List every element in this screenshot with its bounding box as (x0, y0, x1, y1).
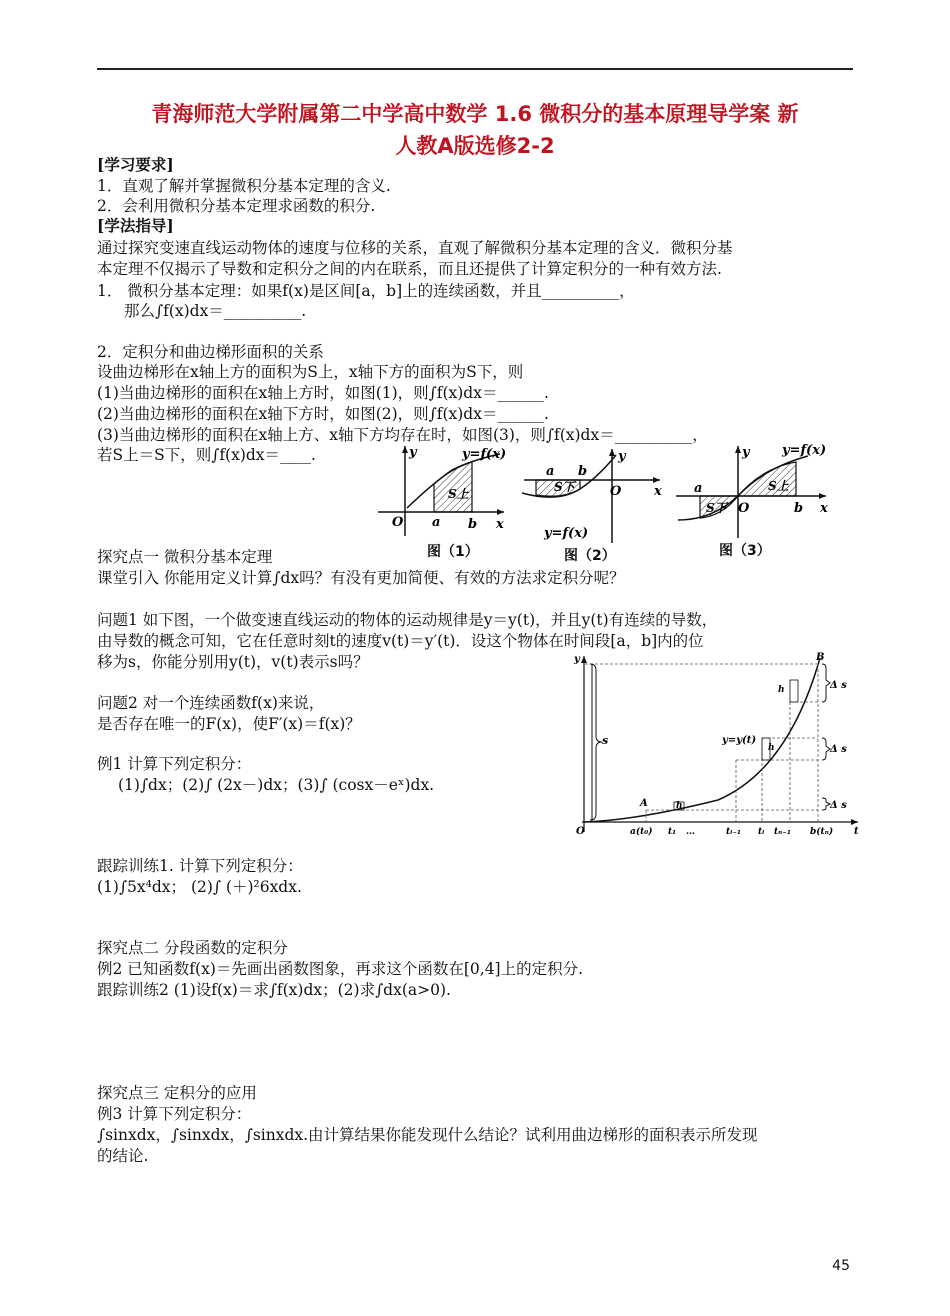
displacement-figure (518, 650, 863, 840)
requirement-1: 1．直观了解并掌握微积分基本定理的含义. (97, 177, 391, 195)
svg-text:b: b (468, 517, 478, 532)
page-number: 45 (832, 1258, 850, 1274)
svg-text:a: a (546, 464, 555, 479)
figure-3 (672, 440, 832, 540)
question-2-line-2: 是否存在唯一的F(x)，使F′(x)＝f(x)？ (97, 715, 361, 733)
example-1-heading: 例1 计算下列定积分： (97, 755, 252, 773)
svg-text:O: O (576, 826, 585, 837)
example-2: 例2 已知函数f(x)＝先画出函数图象，再求这个函数在[0,4]上的定积分. (97, 960, 584, 978)
question-1-line-2: 由导数的概念可知，它在任意时刻t的速度v(t)＝y′(t)．设这个物体在时间段[a，b]内的位 (97, 632, 704, 650)
svg-text:a: a (694, 481, 703, 496)
figure-2 (518, 445, 668, 545)
svg-text:x: x (820, 501, 828, 516)
case-2: (2)当曲边梯形的面积在x轴下方时，如图(2)，则∫f(x)dx＝______. (97, 405, 549, 423)
svg-text:y: y (618, 449, 626, 464)
svg-text:a(t₀): a(t₀) (630, 827, 653, 837)
svg-text:y: y (574, 654, 580, 665)
svg-text:S下: S下 (554, 480, 575, 494)
svg-text:Δ s: Δ s (830, 800, 847, 811)
svg-text:y=f(x): y=f(x) (782, 443, 827, 458)
svg-text:S上: S上 (448, 487, 469, 501)
case-3: (3)当曲边梯形的面积在x轴上方、x轴下方均存在时，如图(3)，则∫f(x)dx＝__________， (97, 426, 708, 444)
svg-text:h: h (778, 685, 785, 695)
theorem-line-2: 那么∫f(x)dx＝__________. (124, 302, 307, 320)
figure-3-caption: 图（3） (719, 543, 771, 559)
svg-text:a: a (432, 515, 441, 530)
svg-text:O: O (392, 515, 404, 530)
svg-text:y=f(x): y=f(x) (462, 447, 507, 462)
explore-2-heading: 探究点二 分段函数的定积分 (97, 939, 288, 957)
svg-text:x: x (496, 517, 504, 532)
explore-1-heading: 探究点一 微积分基本定理 (97, 548, 273, 566)
svg-text:A: A (640, 798, 648, 809)
training-2: 跟踪训练2 (1)设f(x)＝求∫f(x)dx；(2)求∫dx(a>0). (97, 981, 451, 999)
svg-text:O: O (610, 484, 622, 499)
example-3-line-2: 的结论. (97, 1147, 149, 1165)
svg-text:t: t (854, 826, 859, 837)
svg-text:y: y (409, 445, 417, 460)
svg-text:b(tₙ): b(tₙ) (810, 827, 834, 837)
svg-text:tₙ₋₁: tₙ₋₁ (774, 827, 791, 837)
training-1-items: (1)∫5x⁴dx； (2)∫ (＋)²6xdx. (97, 878, 302, 896)
svg-text:B: B (816, 652, 825, 663)
svg-text:S上: S上 (768, 479, 789, 493)
requirement-2: 2．会利用微积分基本定理求函数的积分. (97, 197, 376, 215)
class-intro: 课堂引入 你能用定义计算∫dx吗？有没有更加简便、有效的方法求定积分呢？ (97, 569, 625, 587)
svg-text:t₁: t₁ (668, 827, 677, 837)
explore-3-heading: 探究点三 定积分的应用 (97, 1084, 257, 1102)
question-1-line-1: 问题1 如下图，一个做变速直线运动的物体的运动规律是y＝y(t)，并且y(t)有连续的导数， (97, 611, 718, 629)
document-title-line2: 人教A版选修2-2 (395, 134, 555, 158)
svg-text:S下: S下 (706, 501, 727, 515)
svg-text:Δ s: Δ s (830, 744, 847, 755)
svg-text:Δ s: Δ s (830, 680, 847, 691)
svg-text:s: s (602, 734, 609, 747)
svg-text:y=f(x): y=f(x) (544, 526, 589, 541)
area-definition: 设曲边梯形在x轴上方的面积为S上，x轴下方的面积为S下，则 (97, 363, 524, 381)
example-3-line-1: ∫sinxdx，∫sinxdx，∫sinxdx.由计算结果你能发现什么结论？试利用曲边梯形的面积表示所发现 (97, 1126, 758, 1144)
figure-1 (372, 440, 512, 540)
svg-text:O: O (738, 501, 750, 516)
svg-text:y: y (742, 445, 750, 460)
header-rule (97, 68, 853, 70)
guide-line-2: 本定理不仅揭示了导数和定积分之间的内在联系，而且还提供了计算定积分的一种有效方法. (97, 260, 722, 278)
requirements-heading: [学习要求] (97, 155, 174, 174)
case-1: (1)当曲边梯形的面积在x轴上方时，如图(1)，则∫f(x)dx＝______. (97, 384, 549, 402)
theorem-line-1: 1． 微积分基本定理：如果f(x)是区间[a，b]上的连续函数，并且__________， (97, 282, 635, 300)
guide-heading: [学法指导] (97, 216, 174, 235)
svg-text:b: b (578, 464, 588, 479)
example-1-items: (1)∫dx；(2)∫ (2x－)dx；(3)∫ (cosx－eˣ)dx. (118, 776, 435, 794)
svg-text:tᵢ₋₁: tᵢ₋₁ (726, 827, 742, 837)
question-2-line-1: 问题2 对一个连续函数f(x)来说， (97, 694, 325, 712)
svg-text:x: x (654, 484, 662, 499)
svg-text:b: b (794, 501, 804, 516)
svg-text:h: h (676, 801, 683, 811)
svg-text:…: … (686, 827, 695, 837)
case-equal: 若S上＝S下，则∫f(x)dx＝____. (97, 446, 316, 464)
section-2-heading: 2．定积分和曲边梯形面积的关系 (97, 343, 324, 361)
svg-text:y=y(t): y=y(t) (722, 735, 757, 746)
guide-line-1: 通过探究变速直线运动物体的速度与位移的关系，直观了解微积分基本定理的含义．微积分基 (97, 239, 733, 257)
figure-2-caption: 图（2） (564, 548, 616, 564)
svg-text:tᵢ: tᵢ (758, 827, 765, 837)
question-1-line-3: 移为s，你能分别用y(t)，v(t)表示s吗？ (97, 653, 369, 671)
document-title-line1: 青海师范大学附属第二中学高中数学 1.6 微积分的基本原理导学案 新 (151, 102, 799, 126)
svg-text:h: h (768, 743, 775, 753)
example-3-heading: 例3 计算下列定积分： (97, 1105, 252, 1123)
figure-1-caption: 图（1） (427, 544, 479, 560)
training-1-heading: 跟踪训练1. 计算下列定积分： (97, 857, 303, 875)
